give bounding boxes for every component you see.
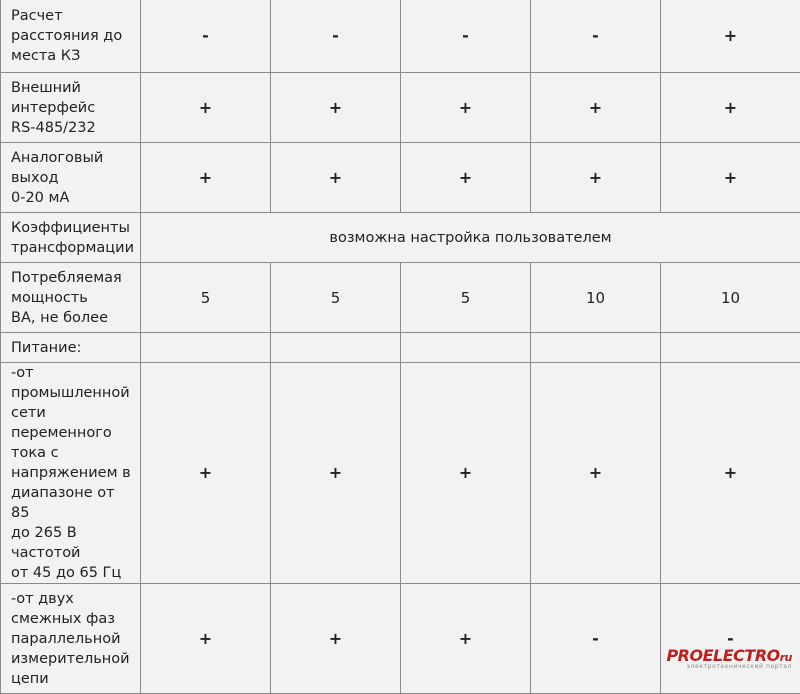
table-row-analog-output [1,143,800,213]
cell-value: + [661,363,800,584]
cell-value [271,333,401,363]
cell-value: + [141,143,271,213]
table-row-fault-distance [1,0,800,73]
cell-value: + [661,73,800,143]
cell-value: 10 [531,263,661,333]
cell-value: + [401,363,531,584]
row-label: -от двух смежных фаз параллельной измерительной цепи [1,584,141,694]
cell-value: + [401,584,531,694]
cell-value: 5 [401,263,531,333]
logo-brand: PROELECTROru [666,646,792,665]
cell-value: - [401,0,531,73]
cell-value [401,333,531,363]
cell-value: 5 [271,263,401,333]
table-row-transform-ratio [1,213,800,263]
cell-value: + [531,363,661,584]
cell-value: 5 [141,263,271,333]
table-row-supply-header [1,333,800,363]
cell-value: + [271,73,401,143]
cell-value: + [401,143,531,213]
cell-value [661,333,800,363]
cell-value: + [531,73,661,143]
cell-value: + [141,584,271,694]
row-label: Питание: [1,333,141,363]
cell-value: + [271,363,401,584]
cell-value: + [271,143,401,213]
merged-cell-value: возможна настройка пользователем [141,213,800,263]
cell-value: + [661,143,800,213]
cell-value: + [531,143,661,213]
row-label: Внешний интерфейс RS-485/232 [1,73,141,143]
cell-value: 10 [661,263,800,333]
cell-value [531,333,661,363]
proelectro-logo [666,646,792,670]
row-label: Потребляемая мощность ВА, не более [1,263,141,333]
cell-value: - [141,0,271,73]
cell-value: + [401,73,531,143]
table-row-phase-supply [1,584,800,694]
table-row-interface [1,73,800,143]
cell-value: + [271,584,401,694]
row-label: Расчет расстояния до места КЗ [1,0,141,73]
row-label: Коэффициенты трансформации [1,213,141,263]
cell-value: - [531,0,661,73]
cell-value: - [531,584,661,694]
cell-value: + [141,73,271,143]
logo-tagline: электротехнический портал [666,663,792,670]
table-row-ac-supply [1,363,800,584]
cell-value [141,333,271,363]
cell-value: + [141,363,271,584]
row-label: -от промышленной сети переменного тока с напряжением в диапазоне от 85 до 265 В частотой от 45 до 65 Гц [1,363,141,584]
cell-value: - [661,584,800,694]
cell-value: + [661,0,800,73]
cell-value: - [271,0,401,73]
row-label: Аналоговый выход 0-20 мА [1,143,141,213]
table-row-power [1,263,800,333]
